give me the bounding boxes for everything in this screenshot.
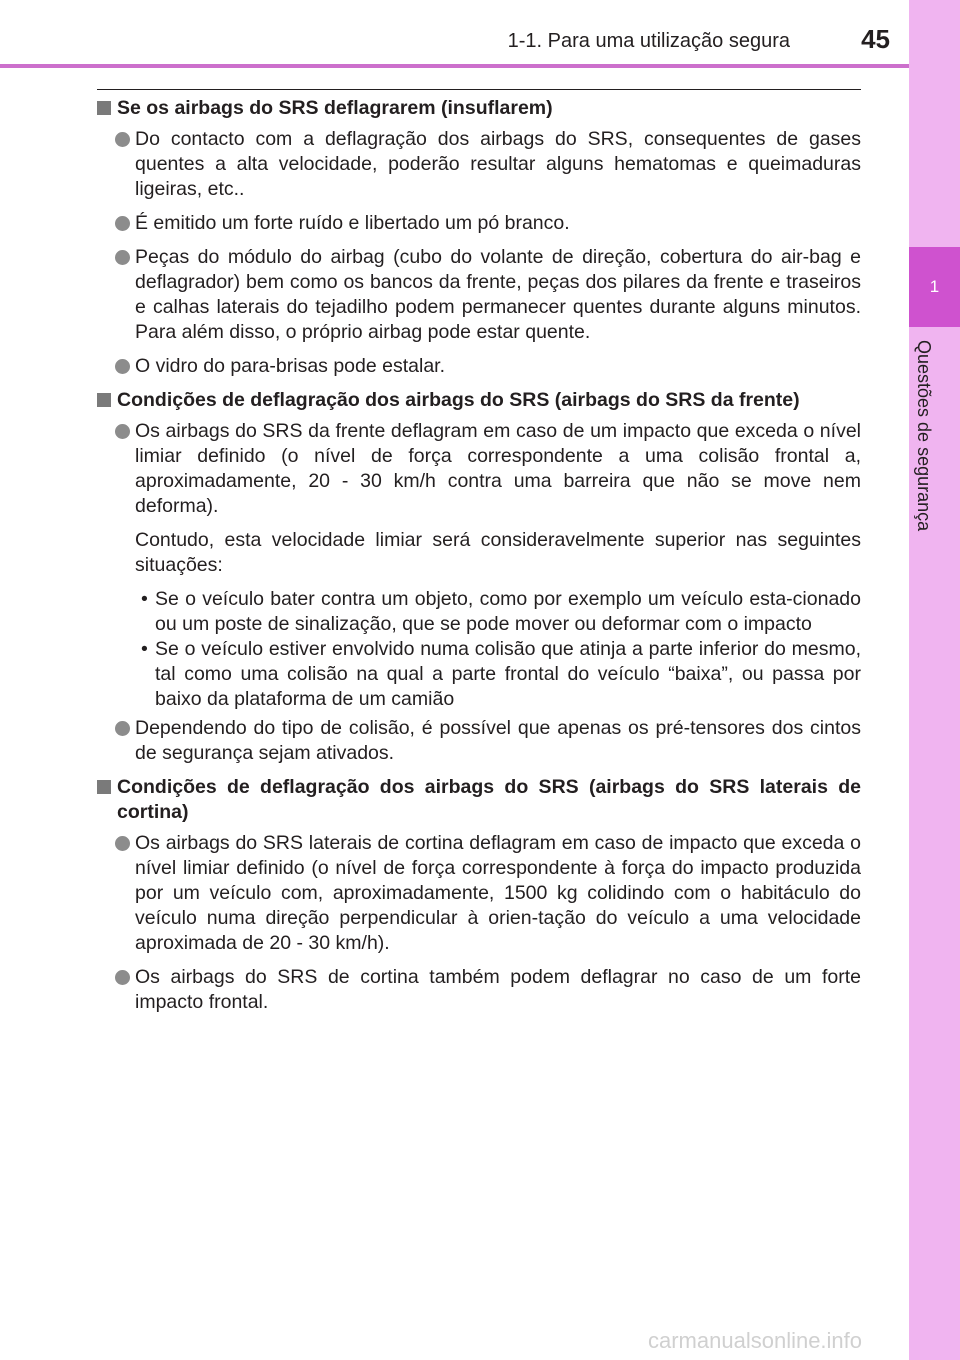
bullet-item	[97, 354, 861, 379]
bullet-text: O vidro do para-brisas pode estalar.	[135, 355, 446, 377]
circle-bullet-icon	[115, 970, 130, 985]
header-section-title: 1-1. Para uma utilização segura	[507, 30, 790, 52]
watermark-text: carmanualsonline.info	[648, 1328, 863, 1353]
bullet-text: Os airbags do SRS da frente deflagram em caso de um impacto que exceda o nível limiar definido (o nível de força correspondente a uma colisão frontal a, aproximadamente, 20 - 30 km/h contra uma barreira que não se move nem deforma).	[135, 420, 861, 517]
bullet-item	[97, 127, 861, 202]
circle-bullet-icon	[115, 216, 130, 231]
circle-bullet-icon	[115, 721, 130, 736]
chapter-label: Questões de segurança	[914, 340, 934, 532]
bullet-item	[97, 965, 861, 1015]
bullet-text: Os airbags do SRS de cortina também podem deflagrar no caso de um forte impacto frontal.	[135, 966, 861, 1013]
section-heading	[97, 96, 861, 121]
bullet-text: Os airbags do SRS laterais de cortina deflagram em caso de impacto que exceda o nível limiar definido (o nível de força correspondente à força do impacto produzida por um veículo com, aproximadamente, 1500 kg colidindo com o habitáculo do veículo numa direção perpendicular à orien-tação do veículo a uma velocidade aproximada de 20 - 30 km/h).	[135, 832, 861, 954]
sub-list-text: Se o veículo estiver envolvido numa colisão que atinja a parte inferior do mesmo, tal como uma colisão na qual a parte frontal do veículo “baixa”, ou passa por baixo da plataforma de um camião	[155, 638, 861, 710]
square-bullet-icon	[97, 393, 111, 407]
paragraph: Contudo, esta velocidade limiar será consideravelmente superior nas seguintes situações:	[135, 529, 861, 576]
side-tab	[909, 0, 960, 1360]
circle-bullet-icon	[115, 424, 130, 439]
header-rule	[0, 64, 909, 68]
section-heading-text: Condições de deflagração dos airbags do SRS (airbags do SRS laterais de cortina)	[117, 776, 861, 823]
section-heading	[97, 775, 861, 825]
section-heading	[97, 388, 861, 413]
dot-marker: •	[141, 588, 148, 610]
bullet-text: É emitido um forte ruído e libertado um pó branco.	[135, 212, 570, 234]
sub-list-text: Se o veículo bater contra um objeto, como por exemplo um veículo esta-cionado ou um poste de sinalização, que se pode mover ou deformar com o impacto	[155, 588, 861, 635]
bullet-item	[97, 716, 861, 766]
content-rule	[97, 89, 861, 90]
page-content	[97, 96, 861, 1024]
circle-bullet-icon	[115, 132, 130, 147]
bullet-text: Peças do módulo do airbag (cubo do volante de direção, cobertura do air-bag e deflagrador) bem como os bancos da frente, peças dos pilares da frente e traseiros e calhas laterais do tejadilho podem permanecer quentes durante alguns minutos. Para além disso, o próprio airbag pode estar quente.	[135, 246, 861, 343]
sub-list-item	[97, 587, 861, 637]
bullet-item	[97, 831, 861, 956]
circle-bullet-icon	[115, 250, 130, 265]
sub-list-item	[97, 637, 861, 712]
chapter-number: 1	[909, 247, 960, 327]
square-bullet-icon	[97, 101, 111, 115]
bullet-item	[97, 245, 861, 345]
section-heading-text: Se os airbags do SRS deflagrarem (insuflarem)	[117, 97, 553, 119]
section-heading-text: Condições de deflagração dos airbags do SRS (airbags do SRS da frente)	[117, 389, 800, 411]
circle-bullet-icon	[115, 836, 130, 851]
circle-bullet-icon	[115, 359, 130, 374]
bullet-item	[97, 419, 861, 519]
square-bullet-icon	[97, 780, 111, 794]
page-number: 45	[861, 24, 890, 54]
bullet-text: Do contacto com a deflagração dos airbags do SRS, consequentes de gases quentes a alta velocidade, poderão resultar alguns hematomas e queimaduras ligeiras, etc..	[135, 128, 861, 200]
bullet-item	[97, 211, 861, 236]
bullet-text: Dependendo do tipo de colisão, é possível que apenas os pré-tensores dos cintos de segurança sejam ativados.	[135, 717, 861, 764]
dot-marker: •	[141, 638, 148, 660]
